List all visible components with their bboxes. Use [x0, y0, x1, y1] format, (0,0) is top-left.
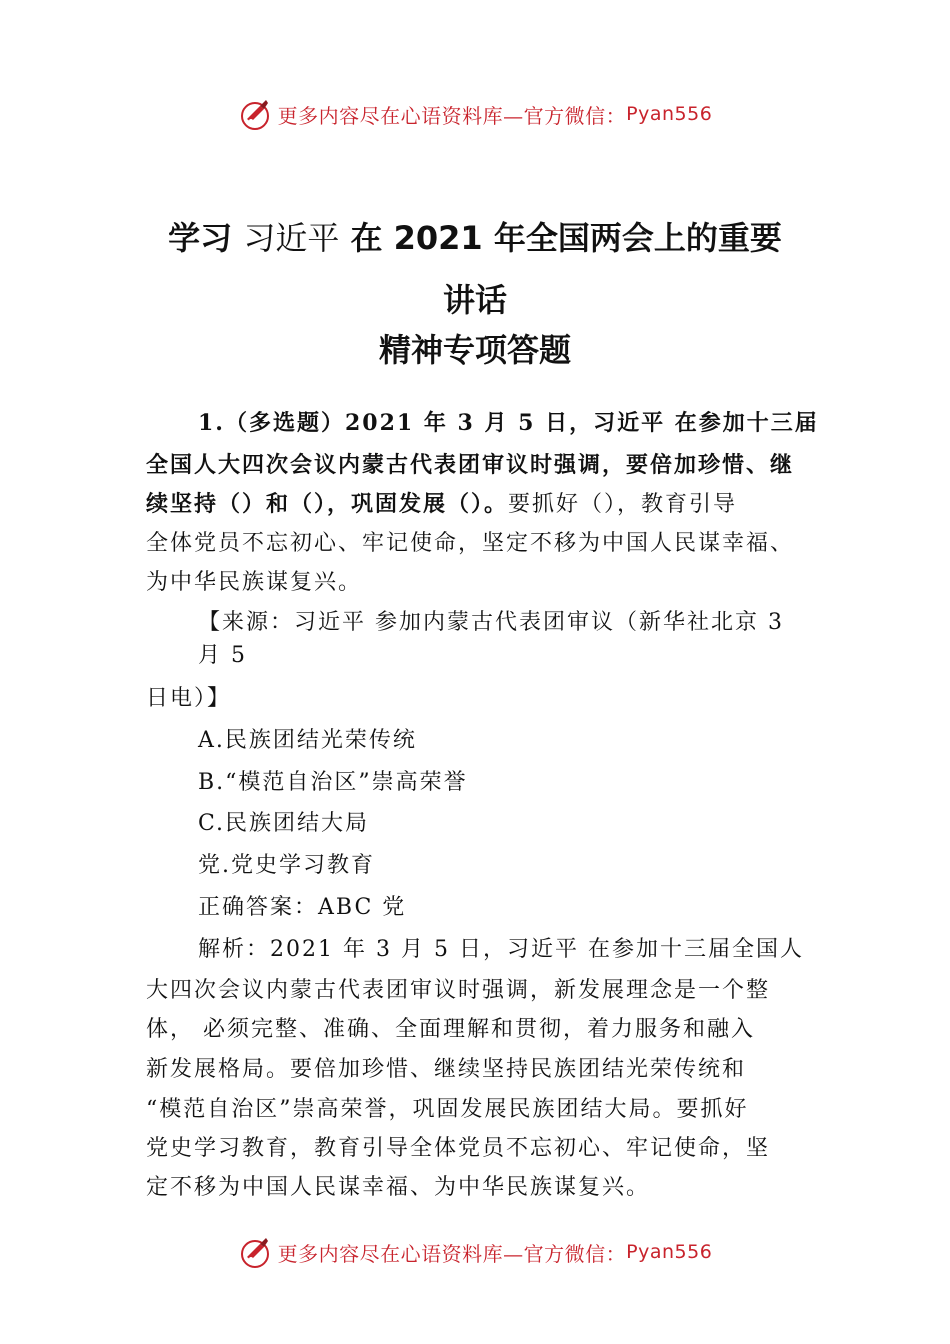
- source-line-3: 日电）】: [146, 686, 232, 711]
- analysis-line-2: 大四次会议内蒙古代表团审议时强调，新发展理念是一个整: [146, 978, 771, 1003]
- analysis-line-7: 定不移为中国人民谋幸福、为中华民族谋复兴。: [146, 1175, 651, 1200]
- analysis-line-4: 新发展格局。要倍加珍惜、继续坚持民族团结光荣传统和: [146, 1057, 747, 1082]
- source-line-2: 月 5: [198, 643, 247, 668]
- title-part3: 在 2021 年全国两会上的重要: [339, 219, 782, 257]
- analysis-line-3: 体， 必须完整、准确、全面理解和贯彻，着力服务和融入: [146, 1017, 755, 1042]
- banner-wechat-id: Pyan556: [626, 1241, 713, 1263]
- banner-text: 更多内容尽在心语资料库—官方微信：: [277, 1241, 627, 1266]
- document-title-line2: 讲话: [442, 281, 507, 319]
- analysis-line-5: “模范自治区”崇高荣誉，巩固发展民族团结大局。要抓好: [146, 1097, 749, 1122]
- option-a: A.民族团结光荣传统: [198, 728, 417, 753]
- question-line-3b: 要抓好（），教育引导: [508, 492, 738, 517]
- footer-banner: [0, 1232, 950, 1272]
- analysis-line-1: 解析：2021 年 3 月 5 日，习近平 在参加十三届全国人: [198, 937, 804, 962]
- option-b: B.“模范自治区”崇高荣誉: [198, 770, 468, 795]
- brand-logo-icon: [238, 97, 272, 131]
- title-part2: 习近平: [243, 219, 340, 257]
- question-line-3: [0, 489, 950, 520]
- correct-answer: 正确答案：ABC 党: [198, 895, 407, 920]
- option-c: C.民族团结大局: [198, 811, 370, 836]
- question-line-5: 为中华民族谋复兴。: [146, 570, 363, 595]
- document-title-line3: 精神专项答题: [378, 331, 571, 369]
- banner-text: 更多内容尽在心语资料库—官方微信：: [277, 103, 627, 128]
- option-d: 党.党史学习教育: [198, 853, 375, 878]
- question-line-2: 全国人大四次会议内蒙古代表团审议时强调，要倍加珍惜、继: [146, 452, 795, 478]
- document-title-line1: [0, 218, 950, 258]
- header-banner: [0, 94, 950, 134]
- brand-logo-icon: [238, 1235, 272, 1269]
- source-line-1: 【来源：习近平 参加内蒙古代表团审议（新华社北京 3: [198, 610, 784, 635]
- title-part1: 学习: [168, 219, 244, 257]
- question-line-3a: 续坚持（）和（），巩固发展（）。: [146, 491, 509, 517]
- analysis-line-6: 党史学习教育，教育引导全体党员不忘初心、牢记使命，坚: [146, 1136, 771, 1161]
- question-line-4: 全体党员不忘初心、牢记使命，坚定不移为中国人民谋幸福、: [146, 531, 795, 556]
- banner-wechat-id: Pyan556: [626, 103, 713, 125]
- question-line-1: 1.（多选题）2021 年 3 月 5 日，习近平 在参加十三届: [198, 410, 819, 436]
